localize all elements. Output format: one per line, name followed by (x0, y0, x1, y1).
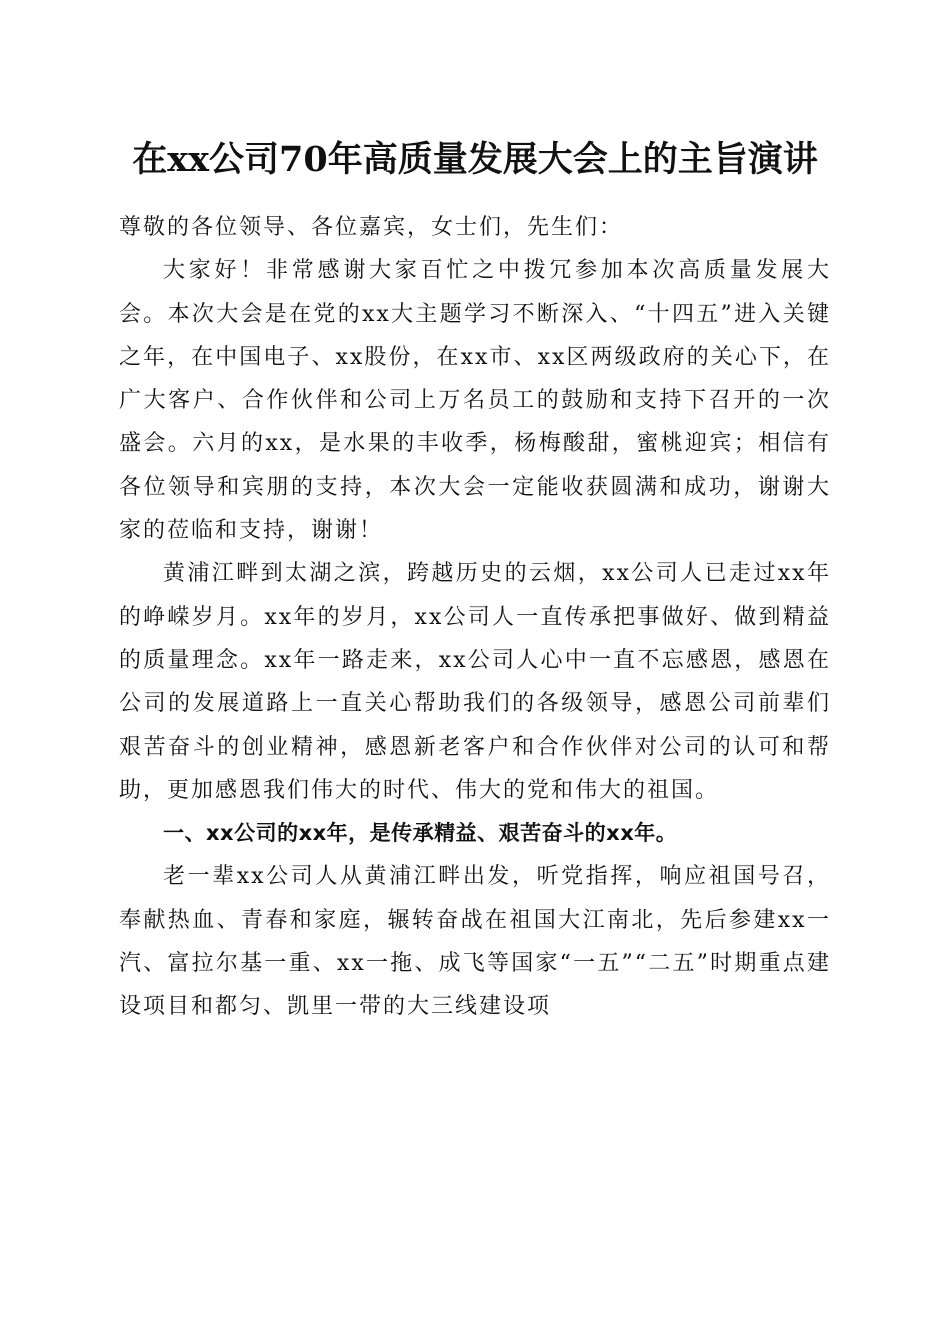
paragraph-opening: 大家好！非常感谢大家百忙之中拨冗参加本次高质量发展大会。本次大会是在党的xx大主题学习不断深入、“十四五”进入关键之年，在中国电子、xx股份，在xx市、xx区两级政府的关心下，在广大客户、合作伙伴和公司上万名员工的鼓励和支持下召开的一次盛会。六月的xx，是水果的丰收季，杨梅酸甜，蜜桃迎宾；相信有各位领导和宾朋的支持，本次大会一定能收获圆满和成功，谢谢大家的莅临和支持，谢谢！ (119, 258, 831, 544)
document-title: 在xx公司70年高质量发展大会上的主旨演讲 (132, 139, 818, 180)
salutation: 尊敬的各位领导、各位嘉宾，女士们，先生们： (119, 215, 624, 240)
paragraph-history: 黄浦江畔到太湖之滨，跨越历史的云烟，xx公司人已走过xx年的峥嵘岁月。xx年的岁月，xx公司人一直传承把事做好、做到精益的质量理念。xx年一路走来，xx公司人心中一直不忘感恩，感恩在公司的发展道路上一直关心帮助我们的各级领导，感恩公司前辈们艰苦奋斗的创业精神，感恩新老客户和合作伙伴对公司的认可和帮助，更加感恩我们伟大的时代、伟大的党和伟大的祖国。 (119, 561, 831, 803)
paragraph-section-one: 老一辈xx公司人从黄浦江畔出发，听党指挥，响应祖国号召，奉献热血、青春和家庭，辗转奋战在祖国大江南北，先后参建xx一汽、富拉尔基一重、xx一拖、成飞等国家“一五”“二五”时期重点建设项目和都匀、凯里一带的大三线建设项 (119, 864, 831, 1020)
document-body (119, 206, 831, 1029)
section-heading: 一、xx公司的xx年，是传承精益、艰苦奋斗的xx年。 (163, 821, 678, 846)
